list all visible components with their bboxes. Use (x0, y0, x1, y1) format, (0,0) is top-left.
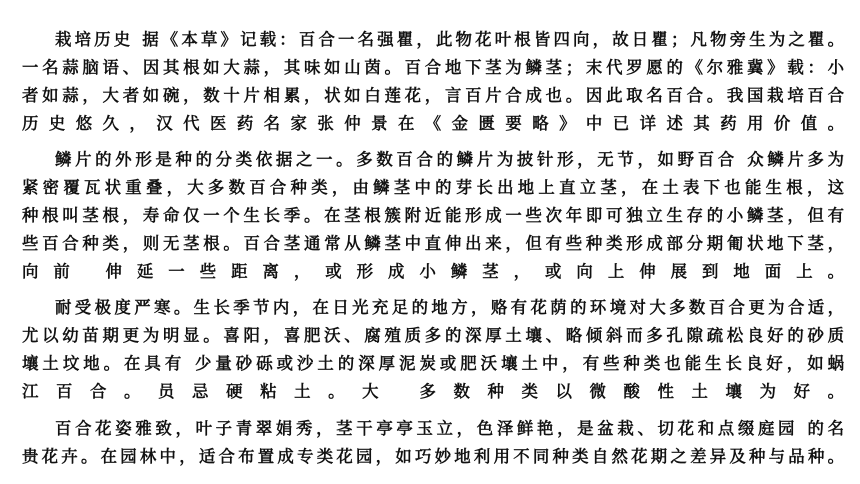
text-line: 一名蒜脑语、因其根如大蒜，其味如山茵。百合地下茎为鳞茎；末代罗愿的《尔雅冀》载：小 (22, 58, 844, 77)
text-line: 些百合种类，则无茎根。百合茎通常从鳞茎中直伸出来，但有些种类形成部分期匍状地下茎， (22, 234, 844, 253)
text-line: 种根叫茎根，寿命仅一个生长季。在茎根簇附近能形成一些次年即可独立生存的小鳞茎，但有 (22, 206, 844, 225)
text-line: 百合花姿雅致，叶子青翠娟秀，茎干亭亭玉立，色泽鲜艳，是盆栽、切花和点缀庭园 的名 (55, 419, 844, 438)
text-line: 栽培历史 据《本草》记载：百合一名强瞿，此物花叶根皆四向，故日瞿；凡物旁生为之瞿。 (55, 30, 844, 49)
text-line: 鳞片的外形是种的分类依据之一。多数百合的鳞片为披针形，无节，如野百合 众鳞片多为 (55, 150, 844, 169)
text-line: 者如蒜，大者如碗，数十片相累，状如白莲花，言百片合成也。因此取名百合。我国栽培百合 (22, 86, 844, 105)
text-line: 向前 伸延一些距离，或形成小鳞茎，或向上伸展到地面上。 (22, 262, 844, 281)
text-line: 耐受极度严寒。生长季节内，在日光充足的地方，赂有花荫的环境对大多数百合更为合适， (55, 298, 844, 317)
text-line: 江百合。员忌硬粘土。大 多数种类以微酸性土壤为好。 (22, 382, 844, 401)
text-line: 紧密覆瓦状重叠，大多数百合种类，由鳞茎中的芽长出地上直立茎，在土表下也能生根，这 (22, 178, 844, 197)
text-line: 壤土坟地。在具有 少量砂砾或沙土的深厚泥炭或肥沃壤土中，有些种类也能生长良好，如蜗 (22, 354, 844, 373)
text-line: 贵花卉。在园林中，适合布置成专类花园，如巧妙地利用不同种类自然花期之差异及种与品种。 (22, 447, 844, 466)
text-line: 尤以幼苗期更为明显。喜阳，喜肥沃、腐殖质多的深厚土壤、略倾斜而多孔隙疏松良好的砂质 (22, 326, 844, 345)
text-line: 历史悠久，汉代医药名家张仲景在《金匮要略》中已详述其药用价值。 (22, 114, 844, 133)
